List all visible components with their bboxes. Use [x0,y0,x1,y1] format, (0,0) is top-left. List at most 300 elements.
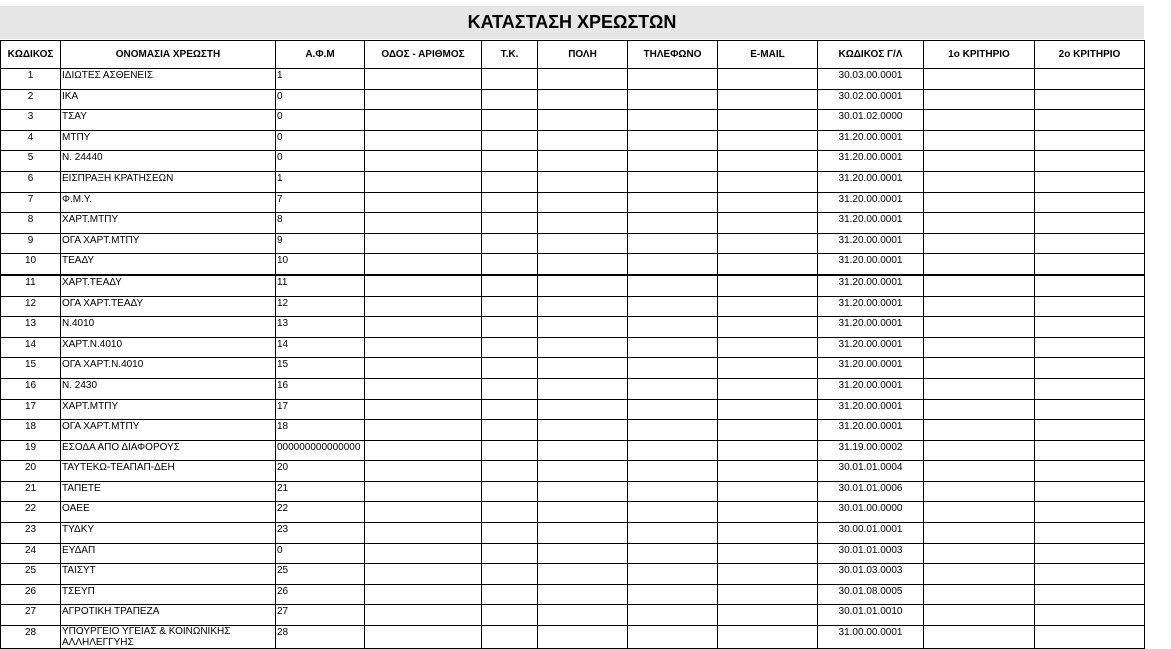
row-email [718,502,818,523]
row-afm: 15 [276,358,365,379]
row-name: ΟΓΑ ΧΑΡΤ.ΜΤΠΥ [61,420,276,441]
row-name: ΧΑΡΤ.Ν.4010 [61,337,276,358]
row-afm: 23 [276,523,365,544]
col-header-postcode: Τ.Κ. [482,41,538,69]
table-row [1,523,1145,544]
row-email [718,440,818,461]
row-city [538,420,628,441]
row-name: ΤΣΕΥΠ [61,584,276,605]
row-criterion-2 [1035,481,1145,502]
row-postcode [482,171,538,192]
row-gl-code: 31.20.00.0001 [818,192,924,213]
row-phone [628,89,718,110]
row-phone [628,337,718,358]
table-row [1,502,1145,523]
row-postcode [482,543,538,564]
row-criterion-1 [924,399,1035,420]
row-afm: 14 [276,337,365,358]
table-row [1,481,1145,502]
row-postcode [482,502,538,523]
row-gl-code: 30.03.00.0001 [818,69,924,90]
table-row [1,171,1145,192]
row-gl-code: 30.01.01.0006 [818,481,924,502]
row-criterion-1 [924,233,1035,254]
row-code: 24 [1,543,61,564]
row-criterion-1 [924,337,1035,358]
row-postcode [482,89,538,110]
row-code: 21 [1,481,61,502]
table-row [1,130,1145,151]
row-phone [628,275,718,296]
row-name: ΤΑΥΤΕΚΩ-ΤΕΑΠΑΠ-ΔΕΗ [61,461,276,482]
row-phone [628,233,718,254]
row-postcode [482,564,538,585]
col-header-name: ΟΝΟΜΑΣΙΑ ΧΡΕΩΣΤΗ [61,41,276,69]
row-criterion-1 [924,110,1035,131]
row-phone [628,317,718,338]
row-criterion-2 [1035,110,1145,131]
row-gl-code: 30.01.01.0003 [818,543,924,564]
row-gl-code: 31.20.00.0001 [818,378,924,399]
row-afm: 000000000000000 [276,440,365,461]
row-criterion-1 [924,461,1035,482]
row-criterion-2 [1035,502,1145,523]
row-street [365,233,482,254]
row-phone [628,584,718,605]
table-row [1,378,1145,399]
row-criterion-1 [924,378,1035,399]
row-criterion-2 [1035,69,1145,90]
row-postcode [482,151,538,172]
row-street [365,564,482,585]
table-row [1,69,1145,90]
row-criterion-2 [1035,254,1145,275]
row-email [718,399,818,420]
row-code: 25 [1,564,61,585]
row-phone [628,110,718,131]
row-city [538,564,628,585]
row-code: 12 [1,296,61,317]
row-criterion-2 [1035,89,1145,110]
row-criterion-1 [924,605,1035,626]
row-city [538,481,628,502]
row-postcode [482,213,538,234]
row-code: 14 [1,337,61,358]
row-gl-code: 31.20.00.0001 [818,213,924,234]
row-postcode [482,296,538,317]
table-row [1,461,1145,482]
row-city [538,130,628,151]
row-email [718,461,818,482]
row-email [718,605,818,626]
table-row [1,151,1145,172]
row-street [365,254,482,275]
row-criterion-2 [1035,296,1145,317]
row-afm: 17 [276,399,365,420]
row-code: 11 [1,275,61,296]
row-afm: 7 [276,192,365,213]
table-row [1,584,1145,605]
row-postcode [482,69,538,90]
table-row [1,296,1145,317]
row-city [538,213,628,234]
row-code: 23 [1,523,61,544]
row-phone [628,461,718,482]
row-afm: 18 [276,420,365,441]
row-phone [628,213,718,234]
row-criterion-2 [1035,378,1145,399]
row-criterion-1 [924,89,1035,110]
table-row [1,233,1145,254]
row-city [538,296,628,317]
row-criterion-2 [1035,130,1145,151]
row-code: 18 [1,420,61,441]
row-criterion-1 [924,130,1035,151]
row-postcode [482,192,538,213]
col-header-criterion-2: 2ο ΚΡΙΤΗΡΙΟ [1035,41,1145,69]
row-postcode [482,130,538,151]
row-criterion-2 [1035,337,1145,358]
row-postcode [482,461,538,482]
row-name: ΟΓΑ ΧΑΡΤ.ΤΕΑΔΥ [61,296,276,317]
row-criterion-2 [1035,564,1145,585]
row-phone [628,420,718,441]
row-postcode [482,358,538,379]
row-city [538,275,628,296]
row-criterion-1 [924,151,1035,172]
row-criterion-1 [924,171,1035,192]
row-gl-code: 30.00.01.0001 [818,523,924,544]
table-row [1,110,1145,131]
row-afm: 27 [276,605,365,626]
row-code: 3 [1,110,61,131]
row-email [718,564,818,585]
row-street [365,502,482,523]
row-city [538,399,628,420]
row-criterion-1 [924,275,1035,296]
row-afm: 1 [276,69,365,90]
row-criterion-2 [1035,605,1145,626]
row-gl-code: 31.19.00.0002 [818,440,924,461]
row-criterion-1 [924,564,1035,585]
row-criterion-2 [1035,584,1145,605]
row-phone [628,399,718,420]
row-name: ΤΑΙΣΥΤ [61,564,276,585]
row-criterion-2 [1035,420,1145,441]
row-code: 13 [1,317,61,338]
row-street [365,543,482,564]
row-name: ΟΑΕΕ [61,502,276,523]
table-header-row [1,41,1145,69]
row-phone [628,605,718,626]
row-email [718,110,818,131]
row-afm: 1 [276,171,365,192]
row-gl-code: 31.20.00.0001 [818,420,924,441]
row-code: 22 [1,502,61,523]
row-name: Ν.4010 [61,317,276,338]
row-email [718,358,818,379]
debtors-table [0,40,1145,649]
row-name: ΤΥΔΚΥ [61,523,276,544]
row-criterion-1 [924,420,1035,441]
row-city [538,502,628,523]
table-row [1,275,1145,296]
row-afm: 28 [276,626,365,649]
row-gl-code: 30.01.01.0004 [818,461,924,482]
row-code: 16 [1,378,61,399]
row-street [365,337,482,358]
row-afm: 0 [276,110,365,131]
row-name: ΙΚΑ [61,89,276,110]
row-street [365,523,482,544]
row-criterion-2 [1035,523,1145,544]
row-afm: 22 [276,502,365,523]
row-phone [628,171,718,192]
row-postcode [482,110,538,131]
row-code: 1 [1,69,61,90]
row-email [718,130,818,151]
row-city [538,626,628,649]
row-city [538,192,628,213]
row-postcode [482,399,538,420]
row-afm: 10 [276,254,365,275]
row-code: 6 [1,171,61,192]
row-criterion-2 [1035,233,1145,254]
row-street [365,440,482,461]
row-code: 28 [1,626,61,649]
row-phone [628,192,718,213]
row-street [365,605,482,626]
report-title: ΚΑΤΑΣΤΑΣΗ ΧΡΕΩΣΤΩΝ [0,6,1144,39]
row-street [365,110,482,131]
row-postcode [482,584,538,605]
col-header-afm: Α.Φ.Μ [276,41,365,69]
row-email [718,233,818,254]
table-row [1,254,1145,275]
row-afm: 26 [276,584,365,605]
row-gl-code: 30.01.01.0010 [818,605,924,626]
row-afm: 21 [276,481,365,502]
col-header-street: ΟΔΟΣ - ΑΡΙΘΜΟΣ [365,41,482,69]
row-postcode [482,378,538,399]
table-row [1,192,1145,213]
row-street [365,275,482,296]
row-city [538,543,628,564]
row-code: 9 [1,233,61,254]
col-header-code: ΚΩΔΙΚΟΣ [1,41,61,69]
row-criterion-2 [1035,399,1145,420]
table-row [1,317,1145,338]
row-city [538,110,628,131]
row-email [718,296,818,317]
row-name: ΜΤΠΥ [61,130,276,151]
row-email [718,626,818,649]
col-header-gl-code: ΚΩΔΙΚΟΣ Γ/Λ [818,41,924,69]
row-name: ΟΓΑ ΧΑΡΤ.ΜΤΠΥ [61,233,276,254]
row-code: 17 [1,399,61,420]
row-email [718,171,818,192]
row-email [718,584,818,605]
row-code: 19 [1,440,61,461]
row-city [538,605,628,626]
row-criterion-1 [924,254,1035,275]
table-row [1,626,1145,649]
row-afm: 20 [276,461,365,482]
row-city [538,254,628,275]
table-row [1,337,1145,358]
row-phone [628,481,718,502]
row-phone [628,378,718,399]
row-name: ΥΠΟΥΡΓΕΙΟ ΥΓΕΙΑΣ & ΚΟΙΝΩΝΙΚΗΣ ΑΛΛΗΛΕΓΓΥΗΣ [61,626,276,649]
row-criterion-2 [1035,626,1145,649]
row-city [538,523,628,544]
row-criterion-2 [1035,213,1145,234]
row-email [718,213,818,234]
row-city [538,233,628,254]
row-phone [628,254,718,275]
row-city [538,69,628,90]
report-sheet [0,6,1144,649]
row-criterion-1 [924,481,1035,502]
row-criterion-2 [1035,171,1145,192]
row-afm: 0 [276,130,365,151]
row-criterion-1 [924,626,1035,649]
row-city [538,358,628,379]
row-code: 7 [1,192,61,213]
row-afm: 16 [276,378,365,399]
row-criterion-1 [924,502,1035,523]
table-row [1,564,1145,585]
row-city [538,461,628,482]
row-street [365,399,482,420]
row-criterion-1 [924,213,1035,234]
row-email [718,523,818,544]
col-header-phone: ΤΗΛΕΦΩΝΟ [628,41,718,69]
row-postcode [482,481,538,502]
row-criterion-1 [924,543,1035,564]
row-email [718,543,818,564]
table-row [1,358,1145,379]
row-afm: 25 [276,564,365,585]
row-name: Ν. 2430 [61,378,276,399]
row-phone [628,523,718,544]
row-street [365,192,482,213]
row-street [365,420,482,441]
row-code: 26 [1,584,61,605]
row-street [365,171,482,192]
row-gl-code: 30.01.02.0000 [818,110,924,131]
row-criterion-1 [924,296,1035,317]
row-city [538,151,628,172]
row-afm: 11 [276,275,365,296]
row-criterion-1 [924,69,1035,90]
row-email [718,378,818,399]
row-afm: 12 [276,296,365,317]
row-gl-code: 31.20.00.0001 [818,337,924,358]
row-name: ΑΓΡΟΤΙΚΗ ΤΡΑΠΕΖΑ [61,605,276,626]
row-email [718,254,818,275]
row-email [718,481,818,502]
row-criterion-1 [924,317,1035,338]
row-criterion-2 [1035,192,1145,213]
row-email [718,337,818,358]
row-name: ΤΑΠΕΤΕ [61,481,276,502]
row-criterion-2 [1035,358,1145,379]
row-gl-code: 31.20.00.0001 [818,399,924,420]
row-name: ΟΓΑ ΧΑΡΤ.Ν.4010 [61,358,276,379]
row-name: ΕΙΣΠΡΑΞΗ ΚΡΑΤΗΣΕΩΝ [61,171,276,192]
row-city [538,440,628,461]
row-street [365,481,482,502]
row-gl-code: 30.02.00.0001 [818,89,924,110]
row-email [718,151,818,172]
row-name: ΕΥΔΑΠ [61,543,276,564]
row-gl-code: 30.01.00.0000 [818,502,924,523]
row-phone [628,626,718,649]
row-gl-code: 31.20.00.0001 [818,254,924,275]
row-afm: 13 [276,317,365,338]
row-code: 5 [1,151,61,172]
row-street [365,626,482,649]
row-street [365,213,482,234]
row-phone [628,543,718,564]
row-code: 8 [1,213,61,234]
row-gl-code: 31.20.00.0001 [818,296,924,317]
row-name: ΧΑΡΤ.ΜΤΠΥ [61,399,276,420]
row-city [538,317,628,338]
col-header-email: E-MAIL [718,41,818,69]
row-street [365,130,482,151]
row-city [538,584,628,605]
row-email [718,89,818,110]
row-phone [628,564,718,585]
row-gl-code: 30.01.03.0003 [818,564,924,585]
row-postcode [482,440,538,461]
row-criterion-2 [1035,151,1145,172]
row-postcode [482,626,538,649]
row-criterion-2 [1035,317,1145,338]
row-name: ΤΕΑΔΥ [61,254,276,275]
row-phone [628,502,718,523]
row-code: 4 [1,130,61,151]
row-street [365,584,482,605]
row-street [365,317,482,338]
table-row [1,440,1145,461]
row-criterion-1 [924,523,1035,544]
row-email [718,420,818,441]
row-email [718,275,818,296]
row-criterion-2 [1035,543,1145,564]
row-phone [628,358,718,379]
row-name: ΧΑΡΤ.ΜΤΠΥ [61,213,276,234]
row-gl-code: 31.20.00.0001 [818,275,924,296]
row-gl-code: 31.20.00.0001 [818,317,924,338]
row-gl-code: 30.01.08.0005 [818,584,924,605]
row-street [365,358,482,379]
row-gl-code: 31.20.00.0001 [818,358,924,379]
row-afm: 0 [276,89,365,110]
row-email [718,69,818,90]
row-city [538,89,628,110]
row-street [365,151,482,172]
row-street [365,296,482,317]
row-city [538,171,628,192]
row-postcode [482,254,538,275]
row-code: 15 [1,358,61,379]
row-city [538,378,628,399]
row-code: 27 [1,605,61,626]
table-row [1,543,1145,564]
